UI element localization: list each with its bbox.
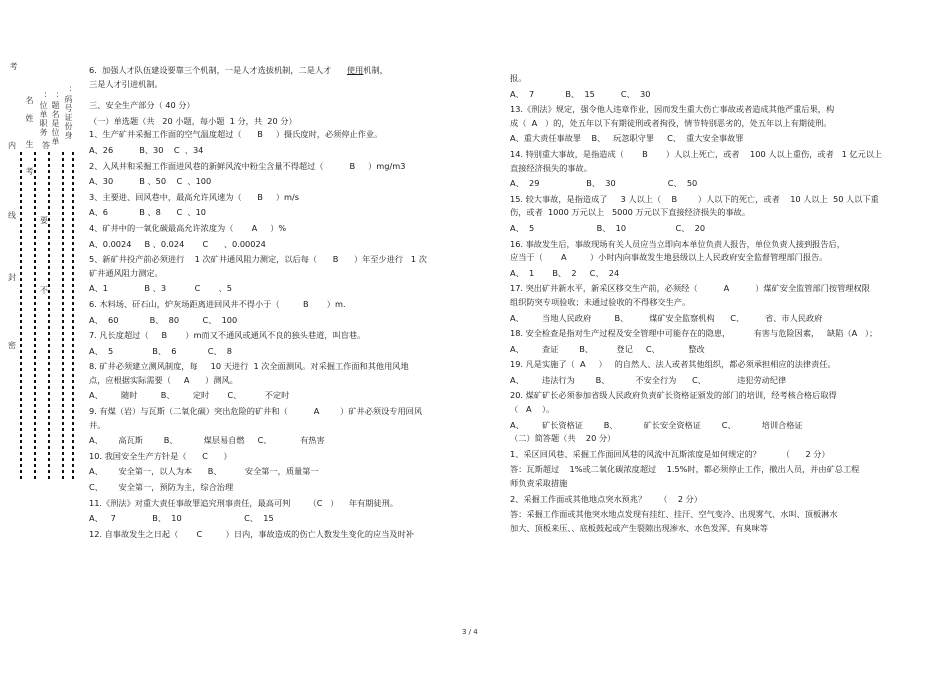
margin-unit-label-2: ：题名是位单 (51, 92, 60, 146)
answer-line: 答：采掘工作面或其他突水地点发现有挂红、挂汗、空气变冷、出现雾气、水叫、顶板淋水 (510, 509, 838, 520)
answer-line: 答：瓦斯超过 1%或二氧化碳浓度超过 1.5%时，都必须停止工作，撤出人员，并由矿总工程 (510, 464, 860, 475)
options-line: A、 安全第一，以人为本 B、 安全第一，质量第一 (89, 466, 319, 477)
options-line: A、 矿长资格证 B、 矿长安全资格证 C、 培训合格证 (510, 419, 803, 430)
options-line: A、 7 B、 10 C、 15 (89, 513, 274, 524)
options-line: A、 随时 B、 定时 C、 不定时 (89, 390, 290, 401)
question-line: 2、采掘工作面或其他地点突水预兆？ （ 2 分） (510, 493, 703, 504)
options-line: C、 安全第一，预防为主，综合治理 (89, 482, 234, 493)
question-line: 6. 木料场、矸石山，炉灰场距离进回风井不得小于（ B ）m. (89, 298, 346, 309)
margin-inner: 内 (8, 141, 16, 150)
question-line: 16. 事故发生后，事故现场有关人员应当立即向本单位负责人报告，单位负责人接到报告后， (510, 238, 845, 249)
question-line: 1、生产矿井采掘工作面的空气温度超过（ B ）摄氏度时，必须停止作业。 (89, 129, 383, 140)
text-line: 三是人才引进机制。 (89, 78, 163, 89)
question-line: 19. 凡是实施了（ A ） 的自然人、法人或者其他组织，都必须承担相应的法律责任。 (510, 359, 836, 370)
dotted-line (48, 152, 50, 482)
margin-mi: 密 (8, 341, 16, 350)
options-line: A、6 B 、8 C 、10 (89, 207, 206, 218)
text-line: （ A ）。 (510, 404, 555, 415)
margin-top-mark: 考 (9, 62, 18, 71)
question-line: 5、新矿井投产前必须进行 1 次矿井通风阻力测定，以后每（ B ）年至少进行 1 次 (89, 254, 427, 265)
subsection-heading: （一）单选题（共 20 小题，每小题 1 分，共 20 分） (89, 115, 297, 126)
text-line: 点，应根据实际需要（ A ）测风。 (89, 374, 238, 385)
text-line: 直接经济损失的事故。 (510, 162, 592, 173)
margin-yao: 要 (40, 216, 48, 225)
options-line: A、 5 B、 6 C、 8 (89, 345, 233, 356)
dotted-line (62, 152, 64, 482)
question-line: 14. 特别重大事故，是指造成（ B ）人以上死亡，或者 100 人以上重伤，或者 1 亿元以上 (510, 148, 883, 159)
section-heading: 三、安全生产部分（ 40 分） (89, 100, 195, 111)
text-line: 成（ A ）的，处五年以下有期徒刑或者拘役，情节特别恶劣的，处五年以上有期徒刑。 (510, 117, 832, 128)
left-column (89, 64, 469, 541)
options-line: A、重大责任事故罪 B、 玩忽职守罪 C、 重大安全事故罪 (510, 133, 744, 144)
subsection-heading: （二）简答题（共 20 分） (510, 433, 616, 444)
options-line: A、0.0024 B 、0.024 C 、0.00024 (89, 238, 266, 249)
question-line: 4、矿井中的一氧化碳最高允许浓度为（ A ）% (89, 222, 287, 233)
options-line: A、 查证 B、 登记 C、 整改 (510, 343, 705, 354)
margin-unit-label: ：位单职务 (39, 92, 48, 137)
question-line: 1、采区回风巷、采掘工作面回风巷的风流中瓦斯浓度是如何规定的？ （ 2 分） (510, 448, 830, 459)
options-line: A、1 B 、3 C 、5 (89, 283, 233, 294)
options-line: A、 29 B、 30 C、 50 (510, 178, 698, 189)
question-line: 2、入风井和采掘工作面进风巷的新鲜风流中粉尘含量不得超过（ B ）mg/m3 (89, 160, 406, 171)
question-line: 10. 我国安全生产方针是（ C ） (89, 450, 232, 461)
options-line: A、 60 B、 80 C、 100 (89, 314, 238, 325)
dotted-line (72, 152, 74, 482)
margin-bu: 不 (40, 286, 48, 295)
question-line: 11.《刑法》对重大责任事故罪追究刑事责任，最高可判 （C ） 年有期徒刑。 (89, 497, 398, 508)
text-line: 矿井通风阻力测定。 (89, 267, 163, 278)
question-line: 9. 有煤（岩）与瓦斯（二氧化碳）突出危险的矿井和（ A ）矿井必须设专用回风 (89, 406, 423, 417)
question-line: 7. 凡长度超过（ B ）m而又不通风或通风不良的独头巷道，叫盲巷。 (89, 330, 366, 341)
options-line: A、26 B、30 C 、34 (89, 144, 204, 155)
text-line: 组织防突专项验收；未通过验收的不得移交生产。 (510, 296, 691, 307)
question-6: 6. 加强人才队伍建设要靠三个机制，一是人才选拔机制，二是人才 使用机制， (89, 65, 388, 75)
page-number: 3 / 4 (462, 628, 478, 636)
question-line: 18. 安全检查是指对生产过程及安全管理中可能存在的隐患， 有害与危险因素， 缺陷（A ）； (510, 328, 878, 339)
question-line: 8. 矿井必须建立测风制度，每 10 天进行 1 次全面测风。对采掘工作面和其他用风地 (89, 361, 409, 372)
margin-answer: 答 (42, 141, 50, 150)
margin-id-label: ：码号证份身 (64, 86, 73, 140)
margin-exam-label: 生 考 (25, 140, 34, 176)
answer-line: 师负责采取措施 (510, 478, 568, 489)
question-line: 17. 突出矿井新水平，新采区移交生产前，必须经（ A ）煤矿安全监管部门按管理权限 (510, 283, 870, 294)
binding-margin (0, 0, 80, 673)
dotted-line (20, 152, 22, 482)
question-line: 20. 煤矿矿长必须参加省级人民政府负责矿长资格证颁发的部门的培训，经考核合格后取得 (510, 390, 837, 401)
question-line: 13.《刑法》规定，强令他人违章作业，因而发生重大伤亡事故或者造成其他严重后果，构 (510, 104, 835, 115)
options-line: A、 5 B、 10 C、 20 (510, 222, 706, 233)
text-line: 伤，或者 1000 万元以上 5000 万元以下直接经济损失的事故。 (510, 207, 751, 218)
options-line: A、 高瓦斯 B、 煤层易自燃 C、 有热害 (89, 435, 325, 446)
options-line: A、 违法行为 B、 不安全行为 C、 违犯劳动纪律 (510, 374, 787, 385)
text-line: 井。 (89, 419, 106, 430)
options-line: A、 7 B、 15 C、 30 (510, 88, 651, 99)
margin-name-label: 名 姓 (25, 96, 34, 123)
question-line: 12. 自事故发生之日起（ C ）日内，事故造成的伤亡人数发生变化的应当及时补 (89, 528, 414, 539)
answer-blank: 使用 (346, 65, 364, 75)
options-line: A、30 B 、50 C 、100 (89, 176, 212, 187)
question-line: 3、主要进、回风巷中，最高允许风速为（ B ）m/s (89, 191, 300, 202)
right-column (510, 72, 930, 535)
margin-seal: 封 (8, 273, 16, 282)
text-line: 应当于（ A ）小时内向事故发生地县级以上人民政府安全监督管理部门报告。 (510, 252, 828, 263)
question-line: 15. 较大事故，是指造成了 3 人以上（ B ）人以下的死亡，或者 10 人以上 50 人以下重 (510, 193, 879, 204)
text-line: 报。 (510, 73, 527, 83)
margin-line: 线 (8, 211, 16, 220)
options-line: A、 1 B、 2 C、 24 (510, 267, 620, 278)
answer-line: 加大、顶板来压、、底板鼓起或产生裂隙出现渗水、水色发浑、有臭味等 (510, 522, 768, 533)
options-line: A、 当地人民政府 B、 煤矿安全监察机构 C、 省、市人民政府 (510, 312, 823, 323)
dotted-line (34, 152, 36, 482)
